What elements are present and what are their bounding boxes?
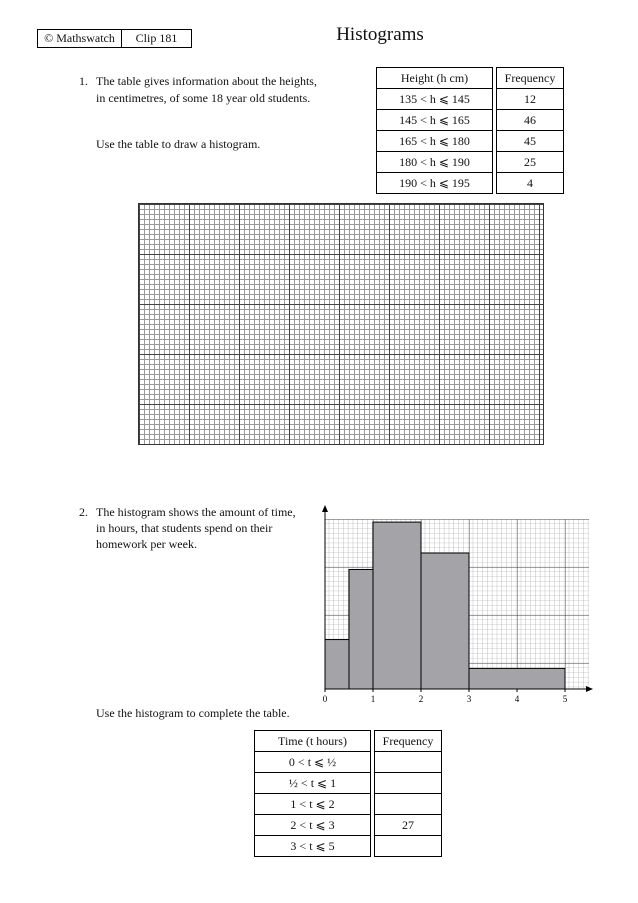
q2-header-time: Time (t hours) — [255, 731, 371, 752]
q1-freq-cell: 45 — [497, 131, 564, 152]
q1-header-frequency: Frequency — [497, 68, 564, 89]
histogram-chart — [310, 500, 600, 710]
x-tick-label: 4 — [514, 694, 520, 704]
q2-range-cell: ½ < t ⩽ 1 — [255, 773, 371, 794]
histogram-bar-1 — [349, 569, 373, 689]
table-row — [255, 794, 442, 815]
q2-freq-cell[interactable] — [375, 794, 442, 815]
table-row — [377, 110, 564, 131]
q1-instruction: Use the table to draw a histogram. — [96, 137, 261, 151]
brand-label: © Mathswatch — [38, 30, 122, 47]
x-tick-label: 5 — [562, 694, 568, 704]
table-row — [377, 131, 564, 152]
q1-header-height: Height (h cm) — [377, 68, 493, 89]
q1-table — [376, 67, 564, 194]
histogram-bar-0 — [325, 640, 349, 689]
q2-freq-cell[interactable] — [375, 752, 442, 773]
y-axis-arrow — [322, 505, 328, 512]
q1-graph-paper[interactable] — [138, 203, 544, 445]
x-tick-label: 1 — [370, 694, 376, 704]
q1-text-line1: The table gives information about the heights, — [96, 74, 317, 88]
clip-label: Clip 181 — [135, 31, 178, 45]
q2-freq-cell: 27 — [375, 815, 442, 836]
q2-text-line3: homework per week. — [96, 537, 197, 551]
q2-text-line2: in hours, that students spend on their — [96, 521, 273, 535]
table-row — [377, 89, 564, 110]
q1-text-line2: in centimetres, of some 18 year old students. — [96, 91, 311, 105]
q2-number: 2. — [79, 505, 88, 519]
histogram-bar-4 — [469, 668, 565, 689]
table-row — [377, 152, 564, 173]
histogram-bar-3 — [421, 553, 469, 689]
q2-range-cell: 0 < t ⩽ ½ — [255, 752, 371, 773]
x-axis-arrow — [586, 686, 593, 692]
histogram-bar-2 — [373, 522, 421, 689]
q1-freq-cell: 46 — [497, 110, 564, 131]
q1-freq-cell: 25 — [497, 152, 564, 173]
q2-instruction: Use the histogram to complete the table. — [96, 706, 290, 720]
x-tick-label: 2 — [418, 694, 424, 704]
q1-freq-cell: 12 — [497, 89, 564, 110]
q1-range-cell: 180 < h ⩽ 190 — [377, 152, 493, 173]
table-row — [255, 752, 442, 773]
table-row — [255, 773, 442, 794]
q1-number: 1. — [79, 74, 88, 88]
q2-range-cell: 1 < t ⩽ 2 — [255, 794, 371, 815]
q2-freq-cell[interactable] — [375, 773, 442, 794]
page-title: Histograms — [336, 24, 424, 45]
q2-freq-cell[interactable] — [375, 836, 442, 857]
header-box — [37, 29, 192, 48]
x-tick-label: 0 — [322, 694, 328, 704]
table-row — [255, 815, 442, 836]
q1-range-cell: 145 < h ⩽ 165 — [377, 110, 493, 131]
table-row — [377, 173, 564, 194]
q2-text-line1: The histogram shows the amount of time, — [96, 505, 296, 519]
q2-range-cell: 3 < t ⩽ 5 — [255, 836, 371, 857]
q1-range-cell: 165 < h ⩽ 180 — [377, 131, 493, 152]
q1-range-cell: 190 < h ⩽ 195 — [377, 173, 493, 194]
q2-header-frequency: Frequency — [375, 731, 442, 752]
q1-freq-cell: 4 — [497, 173, 564, 194]
q1-range-cell: 135 < h ⩽ 145 — [377, 89, 493, 110]
table-row — [255, 836, 442, 857]
x-tick-label: 3 — [466, 694, 472, 704]
q2-table — [254, 730, 442, 857]
q2-range-cell: 2 < t ⩽ 3 — [255, 815, 371, 836]
